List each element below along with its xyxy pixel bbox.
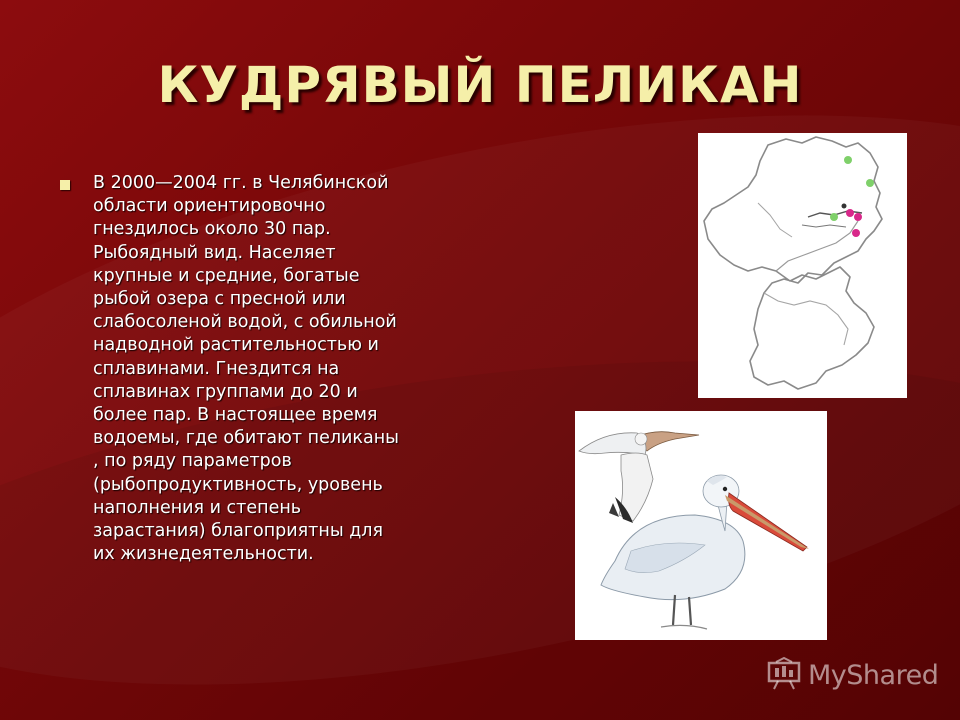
map-point-magenta (846, 209, 854, 217)
region-inner-border (764, 293, 848, 345)
map-point-green (866, 179, 874, 187)
pelican-illustration (575, 411, 827, 640)
map-point-green (844, 156, 852, 164)
river (802, 225, 846, 227)
map-point-green (830, 213, 838, 221)
watermark (766, 655, 941, 695)
flying-pelican (579, 432, 699, 523)
watermark-text: MyShared (808, 659, 939, 691)
map-point-magenta (852, 229, 860, 237)
presentation-board-icon (766, 656, 802, 694)
map-point-magenta (854, 213, 862, 221)
map-point-black (842, 204, 847, 209)
bullet-text: В 2000—2004 гг. в Челябинской области ориентировочно гнездилось около 30 пар. Рыбоядный вид. Населяет крупные и средние, богатые рыбой озера с пресной или слабосоленой водой, с обильной надводной растительностью и сплавинами. Гнездится на сплавинах группами до 20 и более пар. В настоящее время водоемы, где обитают пеликаны , по ряду параметров (рыбопродуктивность, уровень наполнения и степень зарастания) благоприятны для их жизнедеятельности. (93, 173, 399, 565)
region-inner-border (758, 203, 792, 237)
square-bullet-icon (60, 180, 70, 190)
slide-title: КУДРЯВЫЙ ПЕЛИКАН (157, 56, 803, 114)
region-outline (704, 137, 882, 389)
region-inner-border (776, 221, 858, 271)
region-map-image (698, 133, 907, 398)
